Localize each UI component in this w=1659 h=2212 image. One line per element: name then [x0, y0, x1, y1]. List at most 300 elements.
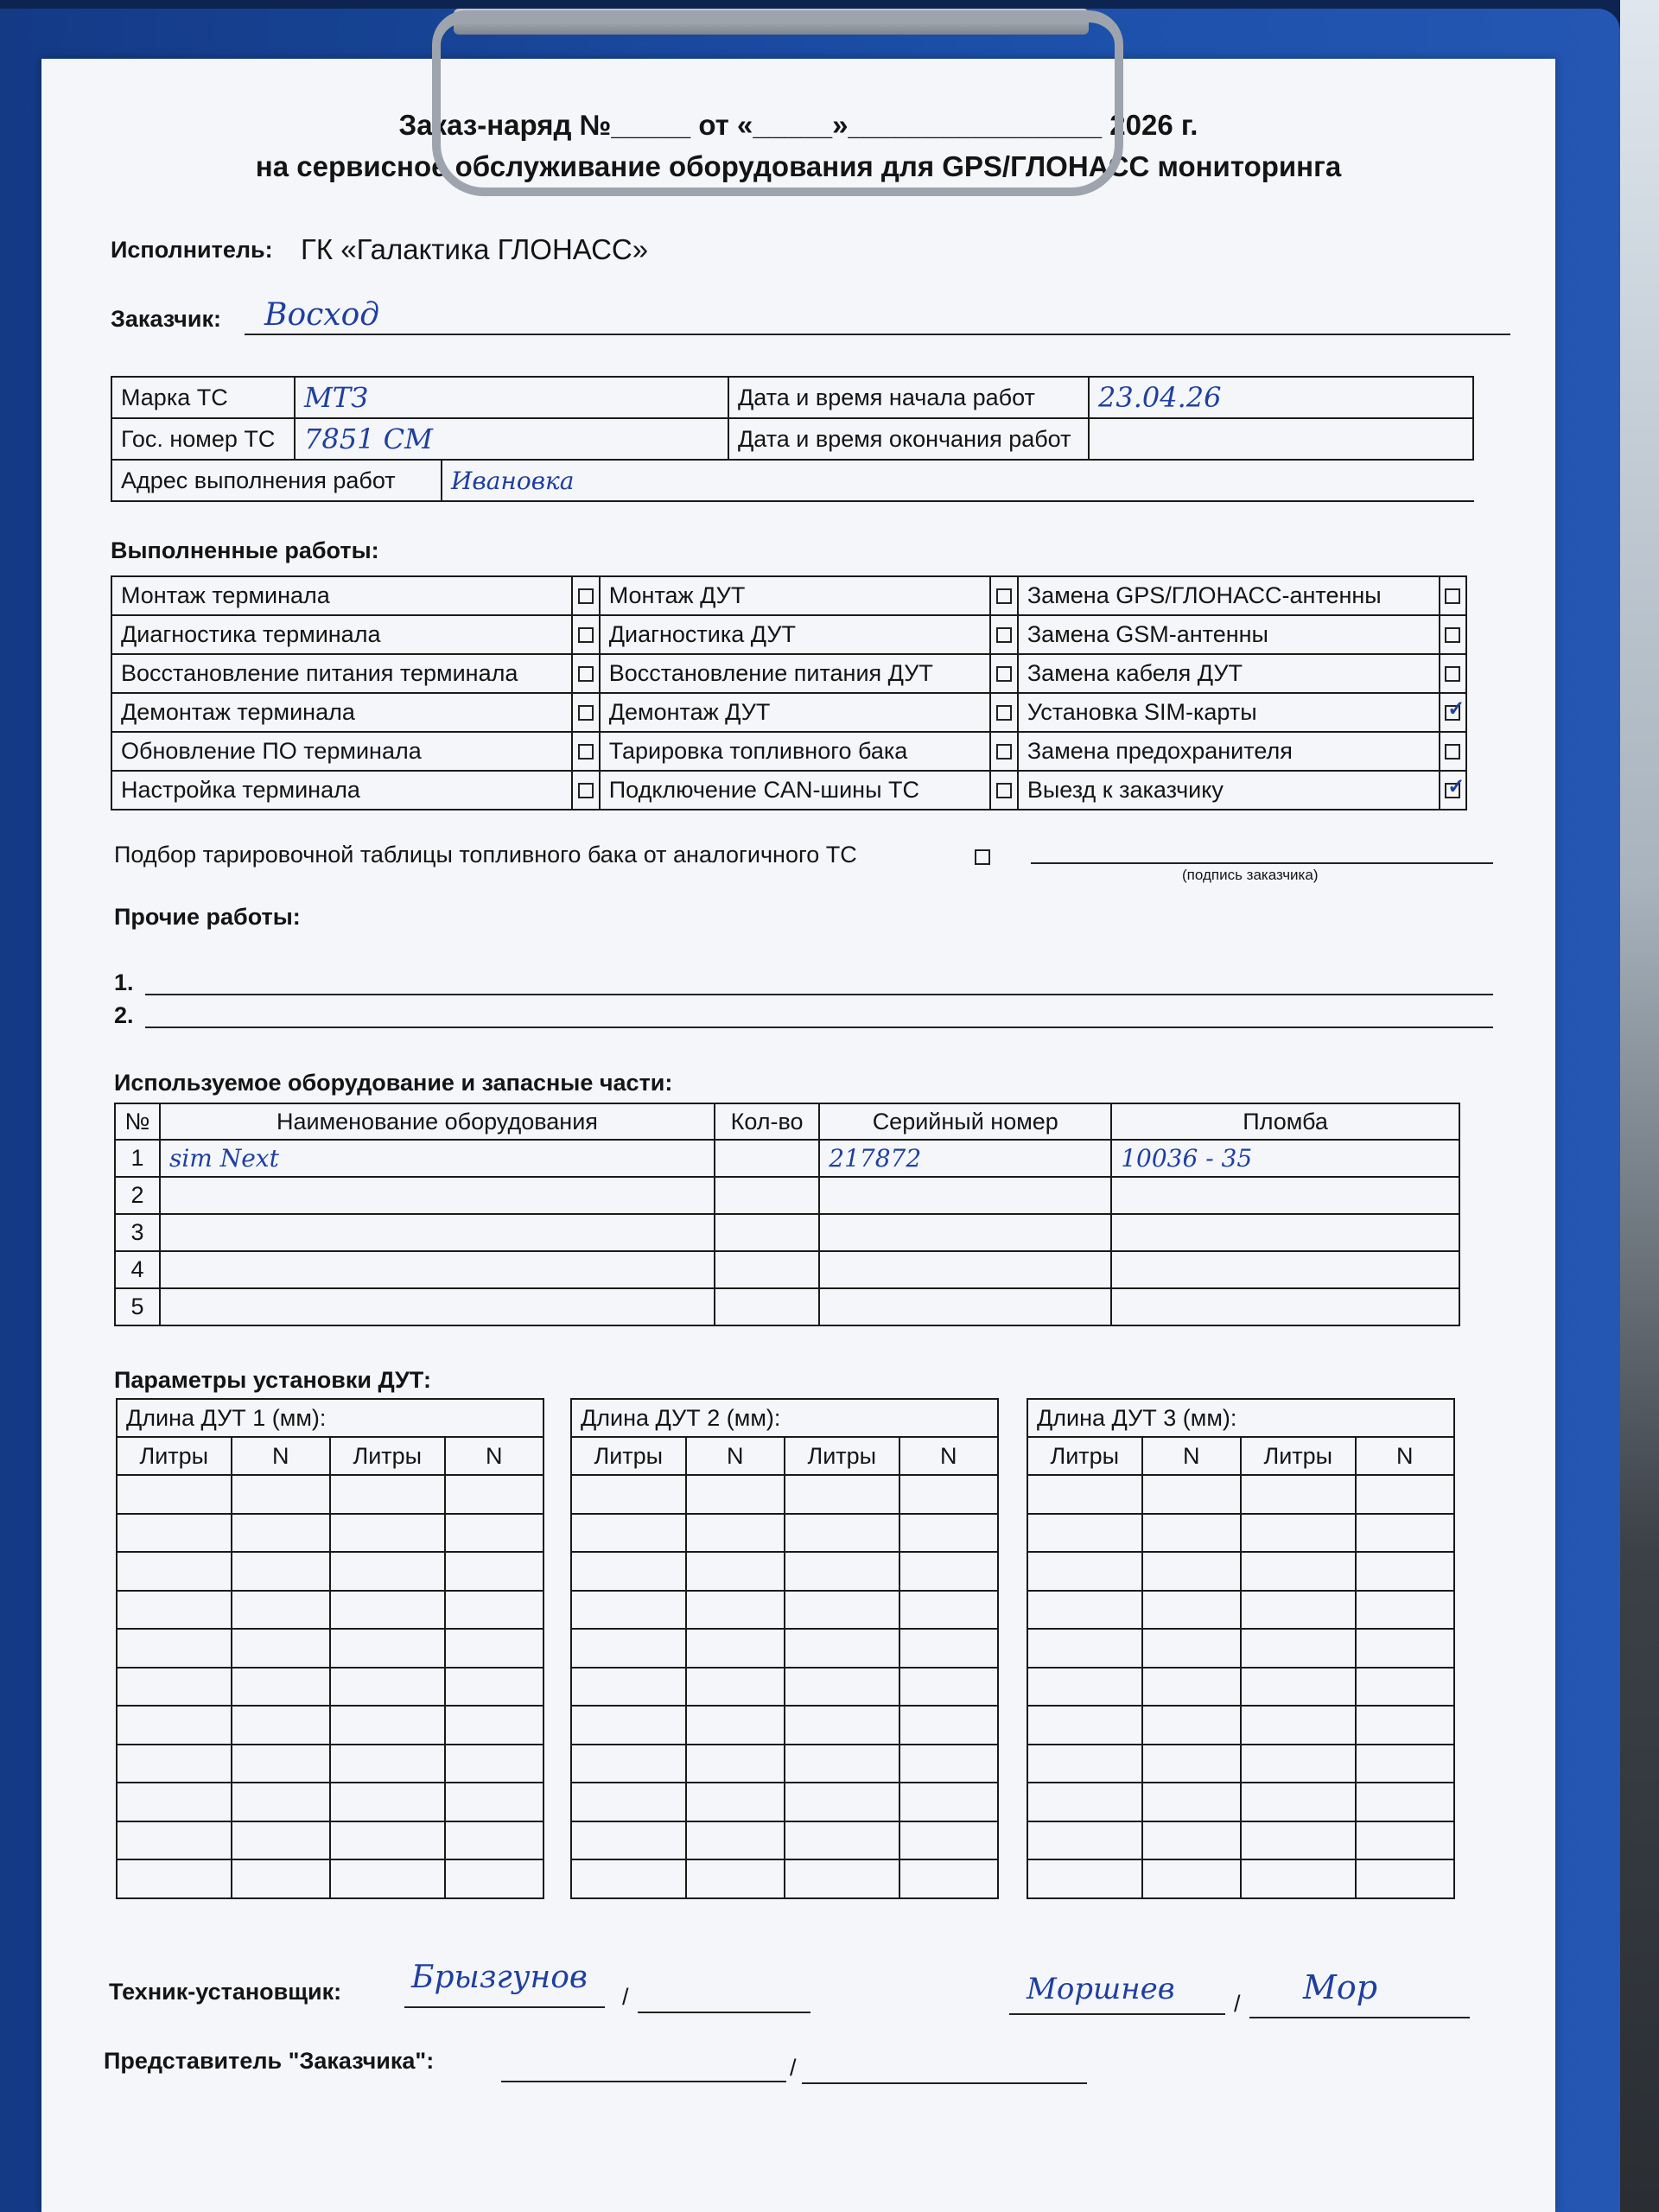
- dut-cell[interactable]: [232, 1821, 330, 1860]
- dut-cell[interactable]: [1027, 1668, 1142, 1707]
- dut-cell[interactable]: [899, 1552, 998, 1591]
- other-line-2: [145, 1027, 1493, 1028]
- dut-cell[interactable]: [232, 1552, 330, 1591]
- dut-cell[interactable]: [785, 1859, 899, 1898]
- work-label: Выезд к заказчику: [1018, 771, 1440, 810]
- work-checkbox-cell: [1440, 693, 1466, 732]
- dut-table-title: Длина ДУТ 1 (мм):: [117, 1399, 543, 1437]
- address-value[interactable]: Ивановка: [442, 460, 1474, 501]
- work-checkbox[interactable]: [996, 783, 1012, 798]
- dut-cell[interactable]: [571, 1591, 686, 1630]
- dut-cell[interactable]: [232, 1629, 330, 1668]
- table-row: [571, 1783, 998, 1821]
- work-checkbox[interactable]: [578, 783, 594, 798]
- dut-cell[interactable]: [785, 1475, 899, 1514]
- equipment-cell[interactable]: [715, 1177, 819, 1214]
- dut-cell[interactable]: [571, 1629, 686, 1668]
- table-row: [571, 1552, 998, 1591]
- work-checkbox[interactable]: [996, 705, 1012, 721]
- dut-cell[interactable]: [232, 1745, 330, 1783]
- other-item-2: 2.: [114, 1002, 134, 1028]
- dut-cell[interactable]: [571, 1706, 686, 1745]
- dut-cell[interactable]: [1027, 1859, 1142, 1898]
- dut-cell[interactable]: [330, 1745, 445, 1783]
- work-label: Замена кабеля ДУТ: [1018, 654, 1440, 693]
- dut-cell[interactable]: [445, 1668, 543, 1707]
- equipment-cell[interactable]: [715, 1140, 819, 1177]
- dut-table-1: [116, 1398, 544, 1899]
- brand-label: Марка ТС: [111, 377, 295, 418]
- table-row: [1027, 1783, 1454, 1821]
- work-checkbox[interactable]: [1445, 588, 1460, 604]
- background: [1620, 0, 1659, 2212]
- equipment-table: [114, 1103, 1460, 1326]
- dut-cell[interactable]: [899, 1821, 998, 1860]
- row-number: 4: [115, 1251, 160, 1288]
- table-row: [1027, 1475, 1454, 1514]
- equipment-title: Используемое оборудование и запасные части:: [114, 1070, 673, 1096]
- dut-cell[interactable]: [232, 1475, 330, 1514]
- dut-cell[interactable]: [445, 1629, 543, 1668]
- dut-cell[interactable]: [1356, 1591, 1454, 1630]
- table-row: [571, 1859, 998, 1898]
- other-item-1: 1.: [114, 969, 134, 995]
- dut-cell[interactable]: [686, 1591, 785, 1630]
- dut-cell[interactable]: [232, 1591, 330, 1630]
- table-row: [117, 1706, 543, 1745]
- work-checkbox[interactable]: [1445, 705, 1460, 721]
- table-row: [1027, 1859, 1454, 1898]
- dut-cell[interactable]: [1356, 1668, 1454, 1707]
- header-line1: Заказ-наряд №_____ от «_____»________________ 2026 г.: [398, 109, 1198, 141]
- table-row: [115, 1140, 1459, 1177]
- work-order-sheet: [41, 59, 1555, 2212]
- dut-cell[interactable]: [330, 1552, 445, 1591]
- brand-value[interactable]: МТЗ: [295, 377, 728, 418]
- dut-cell[interactable]: [330, 1475, 445, 1514]
- dut-cell[interactable]: [445, 1783, 543, 1821]
- dut-cell[interactable]: [232, 1668, 330, 1707]
- work-checkbox-cell: [990, 693, 1017, 732]
- table-row: [117, 1821, 543, 1860]
- other-title: Прочие работы:: [114, 904, 301, 930]
- customer-value[interactable]: Восход: [264, 297, 380, 333]
- dut-cell[interactable]: [1142, 1783, 1241, 1821]
- dut-table-title: Длина ДУТ 3 (мм):: [1027, 1399, 1454, 1437]
- dut-cell[interactable]: [1241, 1859, 1356, 1898]
- vehicle-table: [111, 376, 1474, 461]
- equipment-cell[interactable]: 217872: [819, 1140, 1111, 1177]
- dut-cell[interactable]: [1142, 1514, 1241, 1553]
- dut-cell[interactable]: [1142, 1475, 1241, 1514]
- work-checkbox-cell: [572, 693, 599, 732]
- work-checkbox-cell: [1440, 771, 1466, 810]
- dut-cell[interactable]: [571, 1668, 686, 1707]
- table-row: [117, 1514, 543, 1553]
- header-line2: на сервисное обслуживание оборудования для GPS/ГЛОНАСС мониторинга: [255, 150, 1342, 182]
- dut-cell[interactable]: [1027, 1783, 1142, 1821]
- row-number: 5: [115, 1288, 160, 1325]
- dut-header-row: [571, 1437, 998, 1475]
- table-row: [1027, 1552, 1454, 1591]
- dut-cell[interactable]: [117, 1629, 232, 1668]
- dut-cell[interactable]: [445, 1591, 543, 1630]
- second-sign-line: [1249, 2017, 1470, 2018]
- work-checkbox[interactable]: [1445, 666, 1460, 682]
- work-checkbox-cell: [572, 615, 599, 654]
- dut-header-cell: Литры: [330, 1437, 445, 1475]
- equipment-cell[interactable]: [1111, 1214, 1459, 1251]
- table-row: [571, 1514, 998, 1553]
- plate-value[interactable]: 7851 СМ: [295, 418, 728, 460]
- dut-cell[interactable]: [232, 1514, 330, 1553]
- dut-cell[interactable]: [445, 1514, 543, 1553]
- dut-cell[interactable]: [899, 1783, 998, 1821]
- other-line-1: [145, 994, 1493, 995]
- table-row: [117, 1629, 543, 1668]
- work-checkbox[interactable]: [1445, 744, 1460, 760]
- dut-cell[interactable]: [445, 1552, 543, 1591]
- dut-cell[interactable]: [785, 1629, 899, 1668]
- dut-cell[interactable]: [1356, 1629, 1454, 1668]
- dut-cell[interactable]: [1241, 1475, 1356, 1514]
- dut-header-cell: N: [686, 1437, 785, 1475]
- dut-cell[interactable]: [1142, 1552, 1241, 1591]
- dut-cell[interactable]: [1241, 1783, 1356, 1821]
- dut-cell[interactable]: [686, 1745, 785, 1783]
- dut-cell[interactable]: [899, 1706, 998, 1745]
- dut-cell[interactable]: [686, 1706, 785, 1745]
- work-label: Замена GSM-антенны: [1018, 615, 1440, 654]
- work-label: Настройка терминала: [111, 771, 572, 810]
- dut-cell[interactable]: [571, 1745, 686, 1783]
- dut-cell[interactable]: [1142, 1859, 1241, 1898]
- works-row: [111, 732, 1466, 771]
- dut-cell[interactable]: [1241, 1821, 1356, 1860]
- tech-sign-line: [638, 2012, 810, 2013]
- work-label: Обновление ПО терминала: [111, 732, 572, 771]
- equipment-cell[interactable]: [819, 1214, 1111, 1251]
- dut-cell[interactable]: [686, 1859, 785, 1898]
- dut-cell[interactable]: [117, 1706, 232, 1745]
- dut-cell[interactable]: [1241, 1629, 1356, 1668]
- second-sign[interactable]: Мор: [1303, 1968, 1378, 2006]
- dut-cell[interactable]: [571, 1552, 686, 1591]
- table-row: [115, 1288, 1459, 1325]
- equipment-cell[interactable]: [819, 1251, 1111, 1288]
- dut-cell[interactable]: [1142, 1668, 1241, 1707]
- dut-cell[interactable]: [571, 1783, 686, 1821]
- equipment-header-cell: №: [115, 1103, 160, 1140]
- dut-cell[interactable]: [1241, 1668, 1356, 1707]
- work-checkbox-cell: [1440, 615, 1466, 654]
- rep-name-line: [501, 2081, 786, 2082]
- tech-name[interactable]: Брызгунов: [411, 1960, 588, 1995]
- dut-cell[interactable]: [1027, 1706, 1142, 1745]
- works-table: [111, 575, 1467, 810]
- dut-cell[interactable]: [571, 1514, 686, 1553]
- table-row: [1027, 1629, 1454, 1668]
- row-number: 3: [115, 1214, 160, 1251]
- dut-cell[interactable]: [686, 1668, 785, 1707]
- equipment-header-cell: Серийный номер: [819, 1103, 1111, 1140]
- dut-cell[interactable]: [1027, 1821, 1142, 1860]
- work-checkbox[interactable]: [996, 666, 1012, 682]
- work-checkbox[interactable]: [996, 588, 1012, 604]
- dut-cell[interactable]: [1356, 1706, 1454, 1745]
- dut-cell[interactable]: [785, 1591, 899, 1630]
- dut-cell[interactable]: [785, 1668, 899, 1707]
- dut-cell[interactable]: [899, 1514, 998, 1553]
- dut-cell[interactable]: [686, 1552, 785, 1591]
- dut-cell[interactable]: [445, 1706, 543, 1745]
- slash-2: /: [1234, 1991, 1241, 2017]
- dut-cell[interactable]: [232, 1859, 330, 1898]
- equipment-header-row: [115, 1103, 1459, 1140]
- dut-cell[interactable]: [785, 1514, 899, 1553]
- work-checkbox-cell: [990, 732, 1017, 771]
- dut-cell[interactable]: [1027, 1552, 1142, 1591]
- dut-cell[interactable]: [117, 1821, 232, 1860]
- dut-cell[interactable]: [571, 1859, 686, 1898]
- dut-cell[interactable]: [445, 1821, 543, 1860]
- row-number: 2: [115, 1177, 160, 1214]
- table-row: [117, 1668, 543, 1707]
- equipment-header-cell: Кол-во: [715, 1103, 819, 1140]
- dut-cell[interactable]: [330, 1514, 445, 1553]
- dut-table-3: [1027, 1398, 1455, 1899]
- dut-header-cell: N: [445, 1437, 543, 1475]
- dut-cell[interactable]: [1027, 1591, 1142, 1630]
- dut-cell[interactable]: [232, 1706, 330, 1745]
- dut-cell[interactable]: [1027, 1475, 1142, 1514]
- dut-header-cell: N: [899, 1437, 998, 1475]
- equipment-cell[interactable]: 10036 - 35: [1111, 1140, 1459, 1177]
- equipment-cell[interactable]: [715, 1288, 819, 1325]
- dut-cell[interactable]: [1241, 1552, 1356, 1591]
- dut-cell[interactable]: [1356, 1745, 1454, 1783]
- dut-header-cell: Литры: [1027, 1437, 1142, 1475]
- dut-cell[interactable]: [785, 1783, 899, 1821]
- table-row: [1027, 1668, 1454, 1707]
- table-row: [117, 1591, 543, 1630]
- dut-cell[interactable]: [1356, 1552, 1454, 1591]
- work-checkbox[interactable]: [996, 627, 1012, 643]
- works-row: [111, 615, 1466, 654]
- dut-cell[interactable]: [1142, 1629, 1241, 1668]
- executor-label: Исполнитель:: [111, 237, 273, 263]
- work-label: Монтаж ДУТ: [600, 576, 991, 615]
- dut-cell[interactable]: [330, 1629, 445, 1668]
- dut-header-cell: N: [1142, 1437, 1241, 1475]
- table-row: [571, 1475, 998, 1514]
- dut-header-row: [1027, 1437, 1454, 1475]
- dut-cell[interactable]: [686, 1475, 785, 1514]
- dut-cell[interactable]: [785, 1552, 899, 1591]
- dut-cell[interactable]: [686, 1629, 785, 1668]
- work-label: Демонтаж терминала: [111, 693, 572, 732]
- dut-title-row: [1027, 1399, 1454, 1437]
- dut-cell[interactable]: [571, 1475, 686, 1514]
- equipment-cell[interactable]: [819, 1288, 1111, 1325]
- dut-header-cell: Литры: [571, 1437, 686, 1475]
- work-checkbox-cell: [990, 615, 1017, 654]
- work-label: Замена предохранителя: [1018, 732, 1440, 771]
- dut-cell[interactable]: [1241, 1591, 1356, 1630]
- dut-cell[interactable]: [330, 1783, 445, 1821]
- work-checkbox[interactable]: [1445, 627, 1460, 643]
- dut-cell[interactable]: [899, 1859, 998, 1898]
- equipment-cell[interactable]: [1111, 1177, 1459, 1214]
- dut-cell[interactable]: [785, 1745, 899, 1783]
- dut-cell[interactable]: [117, 1745, 232, 1783]
- dut-header-cell: Литры: [785, 1437, 899, 1475]
- equipment-cell[interactable]: [715, 1251, 819, 1288]
- end-label: Дата и время окончания работ: [728, 418, 1089, 460]
- dut-cell[interactable]: [117, 1552, 232, 1591]
- equipment-cell[interactable]: [160, 1177, 715, 1214]
- equipment-cell[interactable]: sim Next: [160, 1140, 715, 1177]
- dut-cell[interactable]: [117, 1514, 232, 1553]
- dut-header-cell: Литры: [117, 1437, 232, 1475]
- work-label: Монтаж терминала: [111, 576, 572, 615]
- dut-cell[interactable]: [1241, 1706, 1356, 1745]
- address-table: [111, 459, 1474, 502]
- equipment-cell[interactable]: [1111, 1288, 1459, 1325]
- work-checkbox[interactable]: [578, 705, 594, 721]
- executor-value: ГК «Галактика ГЛОНАСС»: [301, 233, 649, 265]
- work-label: Установка SIM-карты: [1018, 693, 1440, 732]
- works-row: [111, 654, 1466, 693]
- dut-cell[interactable]: [899, 1591, 998, 1630]
- work-label: Диагностика ДУТ: [600, 615, 991, 654]
- rep-sign-line: [802, 2082, 1087, 2084]
- dut-cell[interactable]: [1356, 1475, 1454, 1514]
- table-row: [117, 1552, 543, 1591]
- work-label: Диагностика терминала: [111, 615, 572, 654]
- dut-cell[interactable]: [445, 1859, 543, 1898]
- dut-header-cell: N: [1356, 1437, 1454, 1475]
- dut-cell[interactable]: [899, 1475, 998, 1514]
- dut-cell[interactable]: [330, 1821, 445, 1860]
- work-checkbox[interactable]: [1445, 783, 1460, 798]
- table-row: [117, 1745, 543, 1783]
- dut-cell[interactable]: [686, 1783, 785, 1821]
- equipment-cell[interactable]: [715, 1214, 819, 1251]
- dut-cell[interactable]: [445, 1475, 543, 1514]
- dut-cell[interactable]: [1142, 1706, 1241, 1745]
- dut-cell[interactable]: [330, 1668, 445, 1707]
- dut-cell[interactable]: [445, 1745, 543, 1783]
- works-row: [111, 576, 1466, 615]
- equipment-cell[interactable]: [819, 1177, 1111, 1214]
- dut-cell[interactable]: [571, 1821, 686, 1860]
- work-checkbox-cell: [990, 654, 1017, 693]
- work-label: Демонтаж ДУТ: [600, 693, 991, 732]
- dut-cell[interactable]: [1027, 1514, 1142, 1553]
- work-checkbox-cell: [572, 654, 599, 693]
- dut-cell[interactable]: [117, 1668, 232, 1707]
- work-checkbox-cell: [1440, 732, 1466, 771]
- dut-cell[interactable]: [1356, 1821, 1454, 1860]
- tariff-checkbox[interactable]: [975, 849, 990, 865]
- work-checkbox[interactable]: [996, 744, 1012, 760]
- dut-cell[interactable]: [899, 1668, 998, 1707]
- start-value[interactable]: 23.04.26: [1089, 377, 1473, 418]
- work-checkbox-cell: [1440, 654, 1466, 693]
- dut-cell[interactable]: [785, 1821, 899, 1860]
- work-checkbox[interactable]: [578, 744, 594, 760]
- equipment-cell[interactable]: [160, 1251, 715, 1288]
- table-row: [115, 1214, 1459, 1251]
- table-row: [1027, 1821, 1454, 1860]
- dut-cell[interactable]: [899, 1629, 998, 1668]
- dut-cell[interactable]: [1241, 1745, 1356, 1783]
- sign-caption: (подпись заказчика): [1182, 867, 1319, 883]
- table-row: [117, 1475, 543, 1514]
- plate-label: Гос. номер ТС: [111, 418, 295, 460]
- dut-cell[interactable]: [117, 1475, 232, 1514]
- dut-cell[interactable]: [899, 1745, 998, 1783]
- dut-cell[interactable]: [785, 1706, 899, 1745]
- work-checkbox[interactable]: [578, 627, 594, 643]
- equipment-cell[interactable]: [160, 1288, 715, 1325]
- dut-cell[interactable]: [1356, 1783, 1454, 1821]
- start-label: Дата и время начала работ: [728, 377, 1089, 418]
- table-row: [115, 1177, 1459, 1214]
- work-checkbox-cell: [572, 732, 599, 771]
- dut-cell[interactable]: [330, 1859, 445, 1898]
- table-row: [1027, 1706, 1454, 1745]
- end-value[interactable]: [1089, 418, 1473, 460]
- dut-table-title: Длина ДУТ 2 (мм):: [571, 1399, 998, 1437]
- table-row: [571, 1591, 998, 1630]
- dut-cell[interactable]: [330, 1706, 445, 1745]
- equipment-header-cell: Пломба: [1111, 1103, 1459, 1140]
- row-number: 1: [115, 1140, 160, 1177]
- dut-cell[interactable]: [1142, 1591, 1241, 1630]
- dut-cell[interactable]: [117, 1783, 232, 1821]
- dut-cell[interactable]: [1027, 1629, 1142, 1668]
- work-label: Подключение CAN-шины ТС: [600, 771, 991, 810]
- table-row: [115, 1251, 1459, 1288]
- dut-title-row: [571, 1399, 998, 1437]
- second-name[interactable]: Моршнев: [1027, 1972, 1175, 2006]
- dut-header-cell: Литры: [1241, 1437, 1356, 1475]
- dut-cell[interactable]: [1142, 1745, 1241, 1783]
- dut-cell[interactable]: [232, 1783, 330, 1821]
- dut-cell[interactable]: [117, 1859, 232, 1898]
- dut-header-row: [117, 1437, 543, 1475]
- table-row: [571, 1706, 998, 1745]
- dut-cell[interactable]: [686, 1514, 785, 1553]
- dut-cell[interactable]: [330, 1591, 445, 1630]
- works-row: [111, 693, 1466, 732]
- work-checkbox[interactable]: [578, 666, 594, 682]
- table-row: [1027, 1514, 1454, 1553]
- dut-cell[interactable]: [686, 1821, 785, 1860]
- equipment-cell[interactable]: [1111, 1251, 1459, 1288]
- dut-cell[interactable]: [1241, 1514, 1356, 1553]
- work-checkbox-cell: [990, 576, 1017, 615]
- work-checkbox[interactable]: [578, 588, 594, 604]
- dut-cell[interactable]: [1356, 1514, 1454, 1553]
- dut-cell[interactable]: [1027, 1745, 1142, 1783]
- dut-cell[interactable]: [1356, 1859, 1454, 1898]
- dut-cell[interactable]: [117, 1591, 232, 1630]
- equipment-cell[interactable]: [160, 1214, 715, 1251]
- dut-cell[interactable]: [1142, 1821, 1241, 1860]
